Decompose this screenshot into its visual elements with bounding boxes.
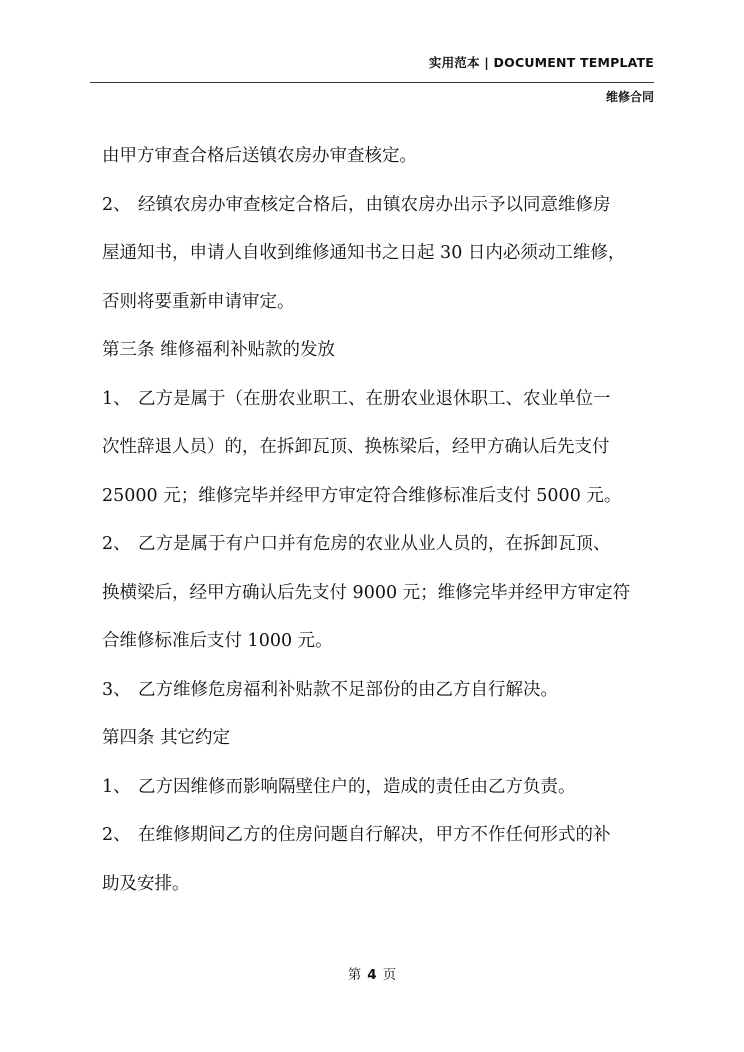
list-text: 乙方是属于有户口并有危房的农业从业人员的，在拆卸瓦顶、 bbox=[138, 534, 611, 554]
page-footer bbox=[0, 963, 744, 983]
list-number: 1、 bbox=[102, 388, 131, 409]
paragraph-line: 次性辞退人员）的，在拆卸瓦顶、换栋梁后，经甲方确认后先支付 bbox=[102, 437, 610, 457]
header-subtitle: 维修合同 bbox=[605, 90, 654, 104]
header-divider bbox=[90, 82, 654, 83]
header-title: 实用范本 | DOCUMENT TEMPLATE bbox=[428, 55, 654, 70]
paragraph-line: 25000 元；维修完毕并经甲方审定符合维修标准后支付 5000 元。 bbox=[102, 485, 622, 506]
list-item bbox=[102, 666, 658, 715]
list-number: 1、 bbox=[102, 776, 131, 797]
footer-prefix: 第 bbox=[347, 967, 362, 983]
list-number: 2、 bbox=[102, 194, 131, 215]
document-body bbox=[102, 132, 658, 908]
list-number: 2、 bbox=[102, 825, 131, 845]
paragraph-line: 由甲方审查合格后送镇农房办审查核定。 bbox=[102, 146, 417, 166]
list-item bbox=[102, 375, 658, 424]
paragraph-line: 换横梁后，经甲方确认后先支付 9000 元；维修完毕并经甲方审定符 bbox=[102, 582, 631, 603]
list-text: 乙方维修危房福利补贴款不足部份的由乙方自行解决。 bbox=[138, 679, 558, 700]
list-text: 乙方因维修而影响隔壁住户的，造成的责任由乙方负责。 bbox=[138, 776, 576, 797]
list-item bbox=[102, 181, 658, 230]
section-heading: 第三条 维修福利补贴款的发放 bbox=[102, 340, 336, 360]
list-item bbox=[102, 811, 658, 860]
list-number: 3、 bbox=[102, 679, 131, 700]
list-number: 2、 bbox=[102, 534, 131, 554]
list-text: 乙方是属于（在册农业职工、在册农业退休职工、农业单位一 bbox=[138, 388, 611, 409]
paragraph-line: 助及安排。 bbox=[102, 873, 190, 894]
section-heading: 第四条 其它约定 bbox=[102, 728, 231, 748]
footer-suffix: 页 bbox=[382, 967, 397, 983]
list-item bbox=[102, 520, 658, 569]
paragraph-line: 否则将要重新申请审定。 bbox=[102, 291, 295, 312]
list-text: 在维修期间乙方的住房问题自行解决，甲方不作任何形式的补 bbox=[138, 825, 611, 845]
paragraph-line: 屋通知书，申请人自收到维修通知书之日起 30 日内必须动工维修， bbox=[102, 243, 626, 263]
page-number: 4 bbox=[367, 967, 377, 983]
paragraph-line: 合维修标准后支付 1000 元。 bbox=[102, 631, 333, 651]
list-item bbox=[102, 763, 658, 812]
list-text: 经镇农房办审查核定合格后，由镇农房办出示予以同意维修房 bbox=[138, 194, 611, 215]
